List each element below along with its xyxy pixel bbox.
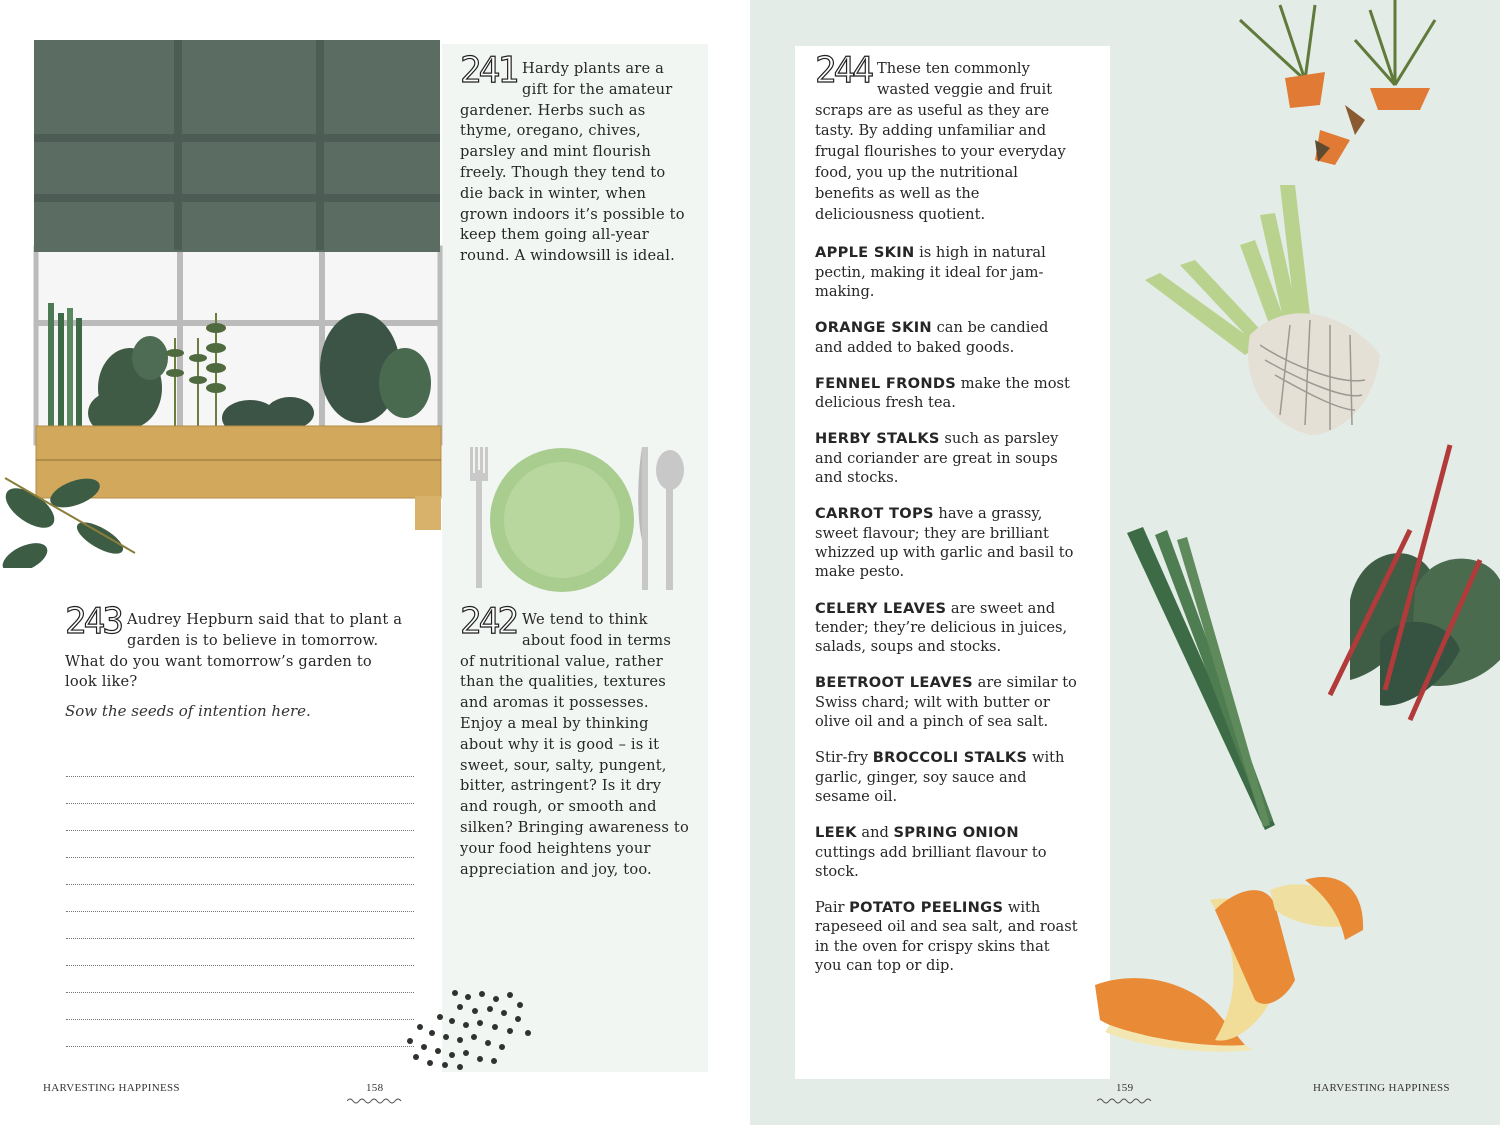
scrap-item: BEETROOT LEAVES are similar to Swiss chard; wilt with butter or olive oil and a pinch of sea salt. [815, 674, 1077, 731]
tip-text: We tend to think about food in terms of nutritional value, rather than the qualities, textures and aromas it possesses. Enjoy a meal by thinking about why it is good – is it sweet, sour, salty, pungent, bitter, astringent? Is it dry and rough, or smooth and silken? Bringing awareness to your food heightens your appreciation and joy, too. [460, 611, 689, 878]
peel-illustration [1095, 870, 1380, 1055]
leek-illustration [1125, 525, 1285, 835]
scrap-item: APPLE SKIN is high in natural pectin, making it ideal for jam-making. [815, 244, 1046, 300]
tip-text: Hardy plants are a gift for the amateur gardener. Herbs such as thyme, oregano, chives, parsley and mint flourish freely. Though they tend to die back in winter, when grown indoors it’s possible to keep them going all-year round. A windowsill is ideal. [460, 60, 685, 265]
plate-cutlery-illustration [466, 445, 696, 595]
tip-number: 241 [460, 50, 517, 91]
fennel-illustration [1140, 185, 1390, 440]
scrap-item: Stir-fry BROCCOLI STALKS with garlic, ginger, soy sauce and sesame oil. [815, 749, 1065, 805]
tip-number: 242 [460, 601, 517, 642]
tip-244 [815, 50, 1080, 992]
page-number: 159 [1116, 1082, 1134, 1094]
running-footer-title: HARVESTING HAPPINESS [43, 1082, 180, 1094]
writing-lines[interactable] [66, 776, 414, 1047]
wave-ornament [347, 1097, 403, 1105]
page-number: 158 [366, 1082, 384, 1094]
writing-prompt: Sow the seeds of intention here. [65, 702, 311, 720]
beetroot-leaves-illustration [1320, 440, 1500, 725]
scrap-item: Pair POTATO PEELINGS with rapeseed oil and sea salt, and roast in the oven for crispy skins that you can top or dip. [815, 899, 1078, 974]
tip-243 [65, 601, 405, 693]
scrap-item: CELERY LEAVES are sweet and tender; they’re delicious in juices, salads, soups and stocks. [815, 599, 1068, 656]
carrot-tops-illustration [1220, 0, 1460, 170]
running-footer-title: HARVESTING HAPPINESS [1313, 1082, 1450, 1094]
tip-241 [460, 50, 690, 267]
scrap-item: LEEK and SPRING ONION cuttings add brilliant flavour to stock. [815, 824, 1047, 880]
tip-number: 243 [65, 601, 122, 642]
scrap-item: HERBY STALKS such as parsley and coriander are great in soups and stocks. [815, 430, 1059, 487]
tip-number: 244 [815, 50, 872, 91]
scrap-item: FENNEL FRONDS make the most delicious fresh tea. [815, 374, 1070, 412]
scrap-item: ORANGE SKIN can be candied and added to baked goods. [815, 319, 1049, 356]
scrap-item: CARROT TOPS have a grassy, sweet flavour; they are brilliant whizzed up with garlic and basil to make pesto. [815, 505, 1074, 581]
seeds-illustration [400, 985, 540, 1070]
wave-ornament [1097, 1097, 1153, 1105]
windowsill-herbs-illustration [0, 38, 445, 598]
tip-text: Audrey Hepburn said that to plant a garden is to believe in tomorrow. What do you want tomorrow’s garden to look like? [65, 611, 403, 691]
tip-242 [460, 601, 690, 880]
tip-244-intro: 244 These ten commonly wasted veggie and fruit scraps are as useful as they are tasty. By adding unfamiliar and frugal flourishes to your everyday food, you up the nutritional benefits as well as the deliciousness quotient. [815, 50, 1066, 223]
